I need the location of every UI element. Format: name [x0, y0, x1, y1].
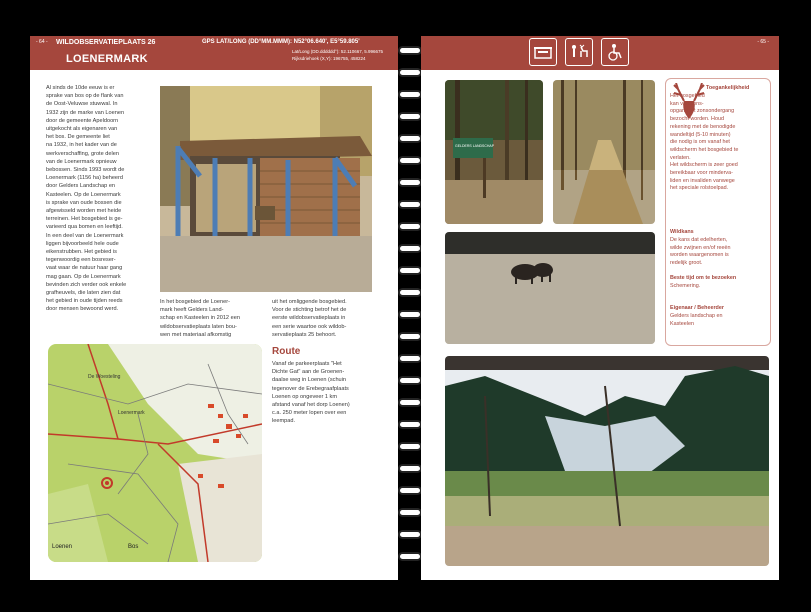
wildkans-text: De kans dat edelherten, wilde zwijnen en/of reeën worden waargenomen is redelijk groot.: [670, 237, 731, 267]
spiral-ring: [398, 266, 422, 275]
sign-text: GELDERS LANDSCHAP: [455, 144, 495, 148]
spiral-ring: [398, 244, 422, 253]
route-text: Vanaf de parkeerplaats "Het Dichte Gat" aan de Groenen- daalse weg in Loenen (schuin tegenover de Erebegraafplaats Loenen op ongeveer 1 km afstand vanaf het dorp Loenen) c.a. 250 meter lopen over een leempad.: [272, 361, 350, 425]
spiral-binding: [398, 36, 422, 580]
left-header-bar: [30, 36, 398, 70]
page-title: LOENERMARK: [66, 53, 148, 65]
map-label-woesteling: De Woesteling: [88, 374, 121, 380]
spiral-ring: [398, 376, 422, 385]
spiral-ring: [398, 222, 422, 231]
text-column-3: uit het omliggende bosgebied. Voor de stichting betrof het de eerste wildobservatieplaats in een serie waartoe ook wildob- servatieplaats 25 behoort.: [272, 299, 347, 338]
spiral-ring: [398, 46, 422, 55]
spiral-ring: [398, 442, 422, 451]
info-box: [665, 78, 771, 346]
spiral-ring: [398, 552, 422, 561]
spiral-ring: [398, 200, 422, 209]
wildkans-heading: Wildkans: [670, 229, 694, 235]
spiral-ring: [398, 332, 422, 341]
spiral-ring: [398, 486, 422, 495]
spiral-ring: [398, 90, 422, 99]
right-page-number: - 65 -: [757, 39, 769, 45]
best-time-text: Schemering.: [670, 283, 701, 289]
spiral-ring: [398, 464, 422, 473]
spiral-ring: [398, 134, 422, 143]
intro-text: Al sinds de 10de eeuw is er sprake van bos op de flank van de Oost-Veluwse stuwwal. In 1932 zijn de marke van Loenen door de gemeente Apeldoorn uitgekocht als eigenaren van het bos. De gemeente liet na 1932, in het kader van de werkverschaffing, grote delen van de Loenermark opnieuw bebossen. Sinds 1993 wordt de Loenermark (1156 ha) beheerd door Gelders Landschap en Kasteelen. Op de Loenermark is sprake van oude bossen die afgewisseld worden met heide terreinen. Het bosgebied is ge- varieerd qua bomen en leeftijd. In een deel van de Loenermark liggen bijvoorbeeld hele oude eikenstrubben. Het gebied is tegenwoordig een bosreser- vaat waar de natuur haar gang mag gaan. Op de Loenermark bevinden zich verder ook enkele grafheuvels, die laten zien dat het gebied in oude tijden reeds door mensen bewoond werd.: [46, 85, 127, 313]
spiral-ring: [398, 354, 422, 363]
path-photo: [553, 80, 655, 224]
hide-photo: [160, 86, 372, 292]
accessibility-heading: Toegankelijkheid: [706, 85, 750, 91]
gps-label: GPS LAT/LONG (DD°MM.MMM): N52°06.640', E5°59.805': [202, 39, 360, 45]
spiral-ring: [398, 310, 422, 319]
meadow-photo: [445, 356, 769, 566]
spiral-ring: [398, 112, 422, 121]
gps-rd: Rijksdriehoek (X,Y): 196755, 458224: [292, 56, 366, 61]
right-header-bar: [421, 36, 779, 70]
map-label-bos: Bos: [128, 544, 139, 550]
sign-photo: [445, 80, 543, 224]
right-page: [421, 36, 779, 580]
owner-text: Gelders landschap en Kasteelen: [670, 313, 723, 327]
text-column-2: In het bosgebied de Loener- mark heeft Gelders Land- schap en Kasteelen in 2012 een wildobservatieplaats laten bou- wen met materiaal afkomstig: [160, 299, 240, 338]
left-page-number: - 64 -: [36, 39, 48, 45]
spiral-ring: [398, 68, 422, 77]
accessibility-text: Het bosgebied kan van zons- opgang tot zonsondergang bezocht worden. Houd rekening met de benodigde wandeltijd (5-10 minuten) die nodig is om vanaf het wildscherm het bosgebied te verlaten. Het wildscherm is zeer goed bereikbaar voor mindervа- liden en invaliden vanwege het speciale rolstoelpad.: [670, 93, 739, 192]
site-label: WILDOBSERVATIEPLAATS 26: [56, 39, 156, 46]
best-time-heading: Beste tijd om te bezoeken: [670, 275, 737, 281]
gps-decimal: Lat/Long (DD.dddddd°): 52.110667, 5.996675: [292, 49, 384, 54]
spiral-ring: [398, 178, 422, 187]
spiral-ring: [398, 288, 422, 297]
location-map: [48, 344, 262, 562]
spiral-ring: [398, 156, 422, 165]
spiral-ring: [398, 420, 422, 429]
route-heading: Route: [272, 346, 301, 357]
map-label-loenermark: Loenermark: [118, 410, 145, 416]
spiral-ring: [398, 530, 422, 539]
deer-viewing-icon: [565, 38, 593, 66]
facility-icons: [529, 38, 629, 66]
hide-icon: [529, 38, 557, 66]
spiral-ring: [398, 508, 422, 517]
owner-heading: Eigenaar / Beheerder: [670, 305, 724, 311]
wheelchair-icon: [601, 38, 629, 66]
spiral-ring: [398, 398, 422, 407]
boar-photo: [445, 232, 655, 344]
left-page: [30, 36, 398, 580]
map-label-loenen: Loenen: [52, 544, 73, 550]
